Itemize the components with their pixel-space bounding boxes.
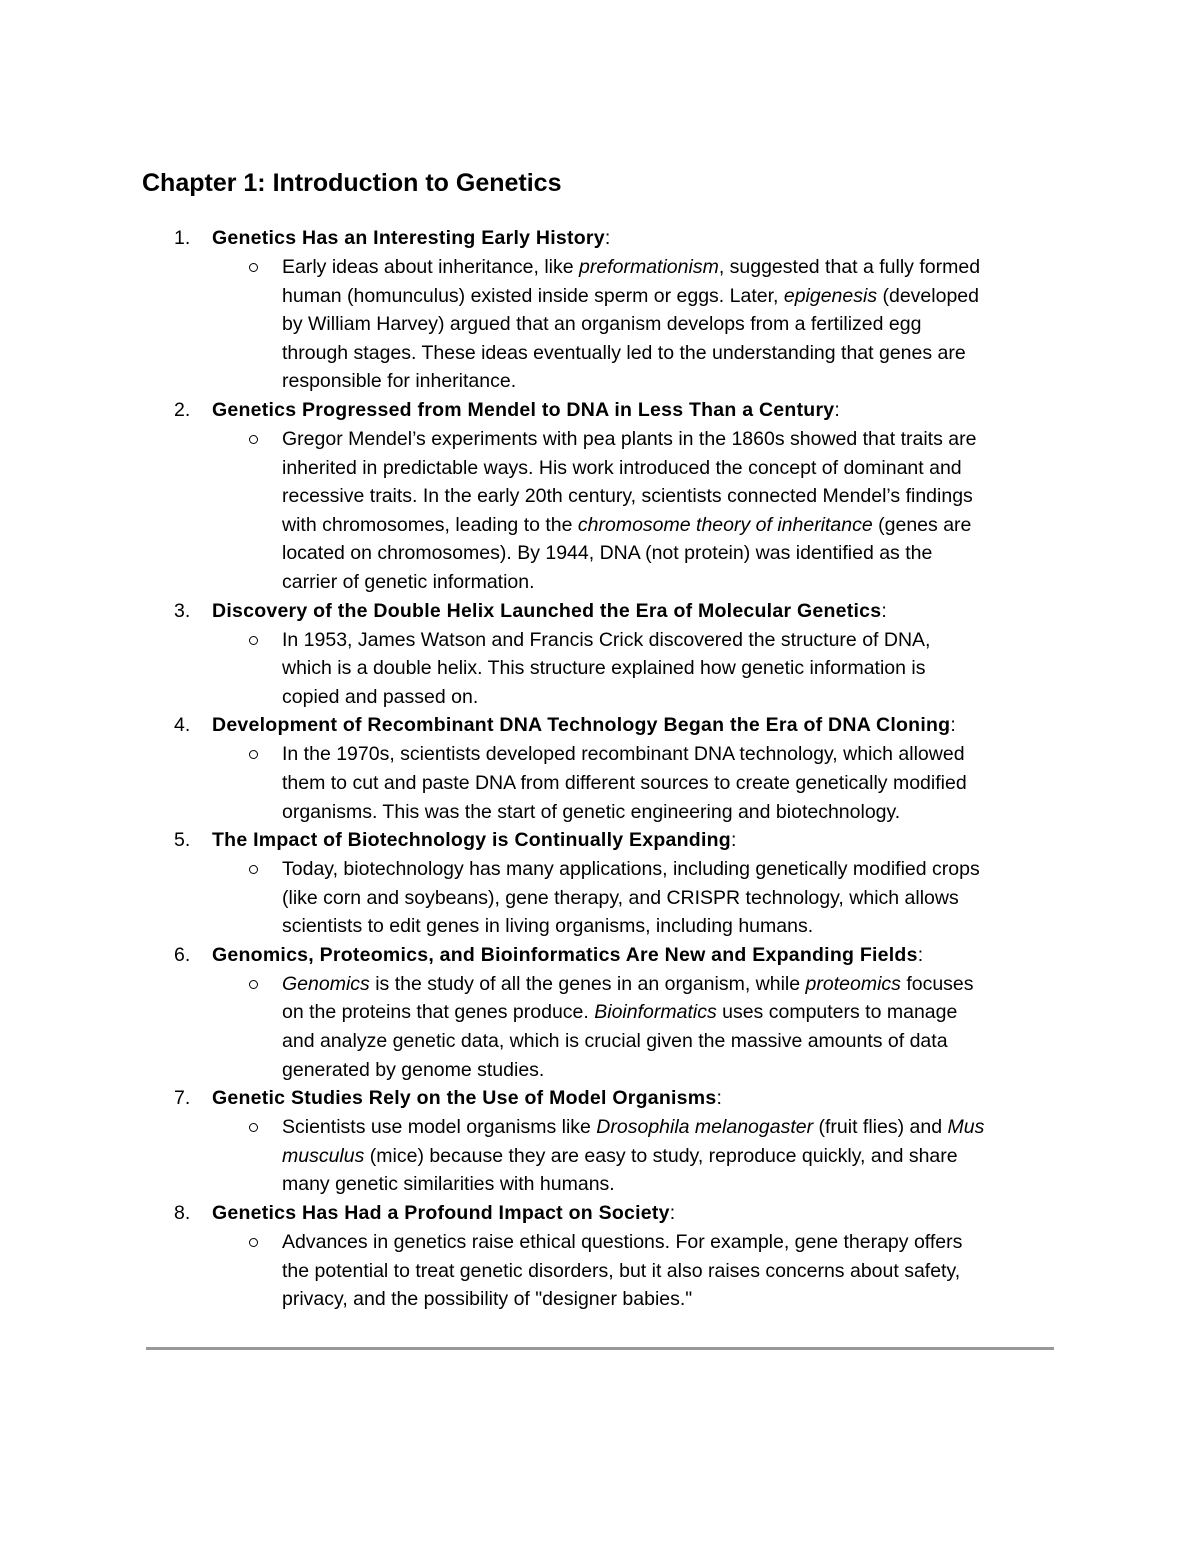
section-list [0, 224, 1200, 1314]
section-heading [0, 826, 1200, 855]
italic-term: chromosome theory of inheritance [577, 513, 873, 536]
section-heading [0, 941, 1200, 970]
section-heading [0, 1199, 1200, 1228]
section-number: 3. [174, 599, 191, 622]
italic-term: preformationism [579, 256, 719, 278]
section-title-wrap [212, 1199, 675, 1228]
section-item [0, 941, 1200, 1084]
text-line [282, 1142, 1200, 1171]
bullet-item [0, 425, 1200, 597]
section-title-colon: : [834, 398, 840, 421]
text-run: and analyze genetic data, which is crucial given the massive amounts of data [282, 1030, 948, 1053]
text-run: , suggested that a fully formed [718, 256, 981, 278]
bullet-text [282, 626, 1200, 712]
text-run: inherited in predictable ways. His work introduced the concept of dominant and [282, 456, 962, 479]
text-run: scientists to edit genes in living organisms, including humans. [282, 915, 814, 938]
text-line [282, 970, 1200, 999]
section-title-wrap [212, 711, 956, 740]
text-run: (developed [877, 284, 979, 307]
section-number: 5. [174, 829, 191, 852]
text-line [282, 855, 1200, 884]
text-line [282, 282, 1200, 311]
text-line [282, 310, 1200, 339]
text-line [282, 367, 1200, 396]
text-run: privacy, and the possibility of "designer babies." [282, 1288, 693, 1311]
italic-term: Bioinformatics [594, 1001, 717, 1024]
text-run: Scientists use model organisms like [282, 1116, 597, 1139]
section-title-wrap [212, 396, 840, 425]
text-run: In the 1970s, scientists developed recombinant DNA technology, which allowed [282, 743, 965, 766]
text-line [282, 654, 1200, 683]
section-item [0, 597, 1200, 712]
bullet-item [0, 740, 1200, 826]
text-line [282, 740, 1200, 769]
bullet-text [282, 970, 1200, 1084]
bullet-item [0, 626, 1200, 712]
text-line [282, 683, 1200, 712]
hollow-circle-bullet-icon [249, 750, 258, 759]
section-number: 2. [174, 398, 191, 421]
section-heading [0, 1084, 1200, 1113]
section-title: Genetics Has Had a Profound Impact on Society [212, 1202, 670, 1225]
text-run: Today, biotechnology has many applications, including genetically modified crops [282, 858, 980, 881]
section-number: 8. [174, 1202, 191, 1225]
section-title-colon: : [881, 599, 887, 622]
text-line [282, 912, 1200, 941]
text-run: (genes are [872, 513, 972, 536]
text-run: (like corn and soybeans), gene therapy, and CRISPR technology, which allows [282, 886, 959, 909]
section-item [0, 1084, 1200, 1199]
text-run: them to cut and paste DNA from different sources to create genetically modified [282, 771, 967, 794]
section-item [0, 1199, 1200, 1314]
text-line [282, 998, 1200, 1027]
section-title-wrap [212, 1084, 722, 1113]
text-run: Advances in genetics raise ethical questions. For example, gene therapy offers [282, 1231, 963, 1254]
text-line [282, 1027, 1200, 1056]
section-heading [0, 396, 1200, 425]
text-run: many genetic similarities with humans. [282, 1173, 615, 1196]
section-item [0, 396, 1200, 597]
section-number: 6. [174, 943, 191, 966]
section-number: 7. [174, 1087, 191, 1110]
text-run: copied and passed on. [282, 685, 479, 708]
section-title: Genetics Progressed from Mendel to DNA in Less Than a Century [212, 398, 835, 421]
text-line [282, 339, 1200, 368]
hollow-circle-bullet-icon [249, 980, 258, 989]
section-title-colon: : [950, 714, 956, 737]
text-line [282, 1113, 1200, 1142]
text-line [282, 1228, 1200, 1257]
text-line [282, 1285, 1200, 1314]
hollow-circle-bullet-icon [249, 636, 258, 645]
section-title-wrap [212, 941, 923, 970]
text-run: on the proteins that genes produce. [282, 1001, 595, 1024]
section-item [0, 224, 1200, 396]
text-line [282, 482, 1200, 511]
section-title-colon: : [730, 829, 737, 852]
section-title: Genomics, Proteomics, and Bioinformatics Are New and Expanding Fields [212, 943, 918, 966]
italic-term: Drosophila melanogaster [596, 1116, 814, 1139]
hollow-circle-bullet-icon [249, 435, 258, 444]
text-line [282, 511, 1200, 540]
hollow-circle-bullet-icon [249, 1238, 258, 1247]
section-title-colon: : [604, 227, 611, 249]
text-run: organisms. This was the start of genetic engineering and biotechnology. [282, 800, 901, 823]
text-line [282, 568, 1200, 597]
italic-term: musculus [282, 1144, 365, 1167]
section-title-colon: : [917, 943, 924, 966]
text-run: by William Harvey) argued that an organism develops from a fertilized egg [282, 313, 922, 336]
bullet-item [0, 970, 1200, 1084]
bullet-item [0, 253, 1200, 396]
bullet-item [0, 1113, 1200, 1199]
text-run: recessive traits. In the early 20th century, scientists connected Mendel’s findings [282, 485, 973, 508]
section-heading [0, 597, 1200, 626]
text-run: Gregor Mendel’s experiments with pea plants in the 1860s showed that traits are [282, 427, 977, 450]
text-line [282, 769, 1200, 798]
section-title-colon: : [716, 1087, 722, 1110]
section-title-wrap [212, 597, 887, 626]
section-item [0, 711, 1200, 826]
text-run: the potential to treat genetic disorders, but it also raises concerns about safety, [282, 1259, 961, 1282]
section-heading [0, 711, 1200, 740]
text-run: In 1953, James Watson and Francis Crick discovered the structure of DNA, [282, 628, 931, 651]
italic-term: proteomics [805, 972, 901, 995]
section-heading [0, 224, 1200, 253]
italic-term: Mus [947, 1116, 985, 1139]
section-title-wrap [212, 826, 736, 855]
italic-term: Genomics [282, 972, 370, 995]
text-line [282, 253, 1200, 282]
section-title: Discovery of the Double Helix Launched the Era of Molecular Genetics [212, 599, 882, 622]
footer-divider [146, 1347, 1054, 1350]
text-line [282, 425, 1200, 454]
bullet-text [282, 1228, 1200, 1314]
bullet-item [0, 1228, 1200, 1314]
bullet-text [282, 740, 1200, 826]
page-title: Chapter 1: Introduction to Genetics [142, 169, 562, 197]
section-title-wrap [212, 224, 610, 253]
text-run: through stages. These ideas eventually led to the understanding that genes are [282, 341, 966, 364]
text-run: which is a double helix. This structure explained how genetic information is [282, 657, 926, 680]
bullet-text [282, 253, 1200, 396]
text-line [282, 1257, 1200, 1286]
bullet-text [282, 855, 1200, 941]
text-line [282, 454, 1200, 483]
text-run: (mice) because they are easy to study, reproduce quickly, and share [364, 1144, 958, 1167]
bullet-text [282, 425, 1200, 597]
hollow-circle-bullet-icon [249, 1123, 258, 1132]
text-run: carrier of genetic information. [282, 570, 535, 593]
text-run: is the study of all the genes in an organism, while [369, 972, 806, 995]
section-number: 1. [174, 227, 191, 249]
section-title-colon: : [669, 1202, 676, 1225]
text-run: with chromosomes, leading to the [282, 513, 578, 536]
text-line [282, 539, 1200, 568]
text-line [282, 798, 1200, 827]
text-run: responsible for inheritance. [282, 370, 517, 393]
italic-term: epigenesis [783, 284, 878, 307]
section-title: The Impact of Biotechnology is Continually Expanding [212, 829, 731, 852]
text-run: focuses [900, 972, 974, 995]
text-run: Early ideas about inheritance, like [282, 256, 580, 278]
text-run: uses computers to manage [716, 1001, 958, 1024]
section-item [0, 826, 1200, 941]
section-title: Genetic Studies Rely on the Use of Model Organisms [212, 1087, 717, 1110]
bullet-item [0, 855, 1200, 941]
text-line [282, 1056, 1200, 1085]
text-run: located on chromosomes). By 1944, DNA (not protein) was identified as the [282, 542, 933, 565]
hollow-circle-bullet-icon [249, 865, 258, 874]
text-line [282, 626, 1200, 655]
text-run: (fruit flies) and [813, 1116, 948, 1139]
bullet-text [282, 1113, 1200, 1199]
text-line [282, 1170, 1200, 1199]
text-run: generated by genome studies. [282, 1058, 545, 1081]
section-title: Genetics Has an Interesting Early History [212, 227, 605, 249]
section-title: Development of Recombinant DNA Technology Began the Era of DNA Cloning [212, 714, 951, 737]
section-number: 4. [174, 714, 191, 737]
text-line [282, 884, 1200, 913]
text-run: human (homunculus) existed inside sperm or eggs. Later, [282, 284, 784, 307]
hollow-circle-bullet-icon [249, 263, 258, 272]
